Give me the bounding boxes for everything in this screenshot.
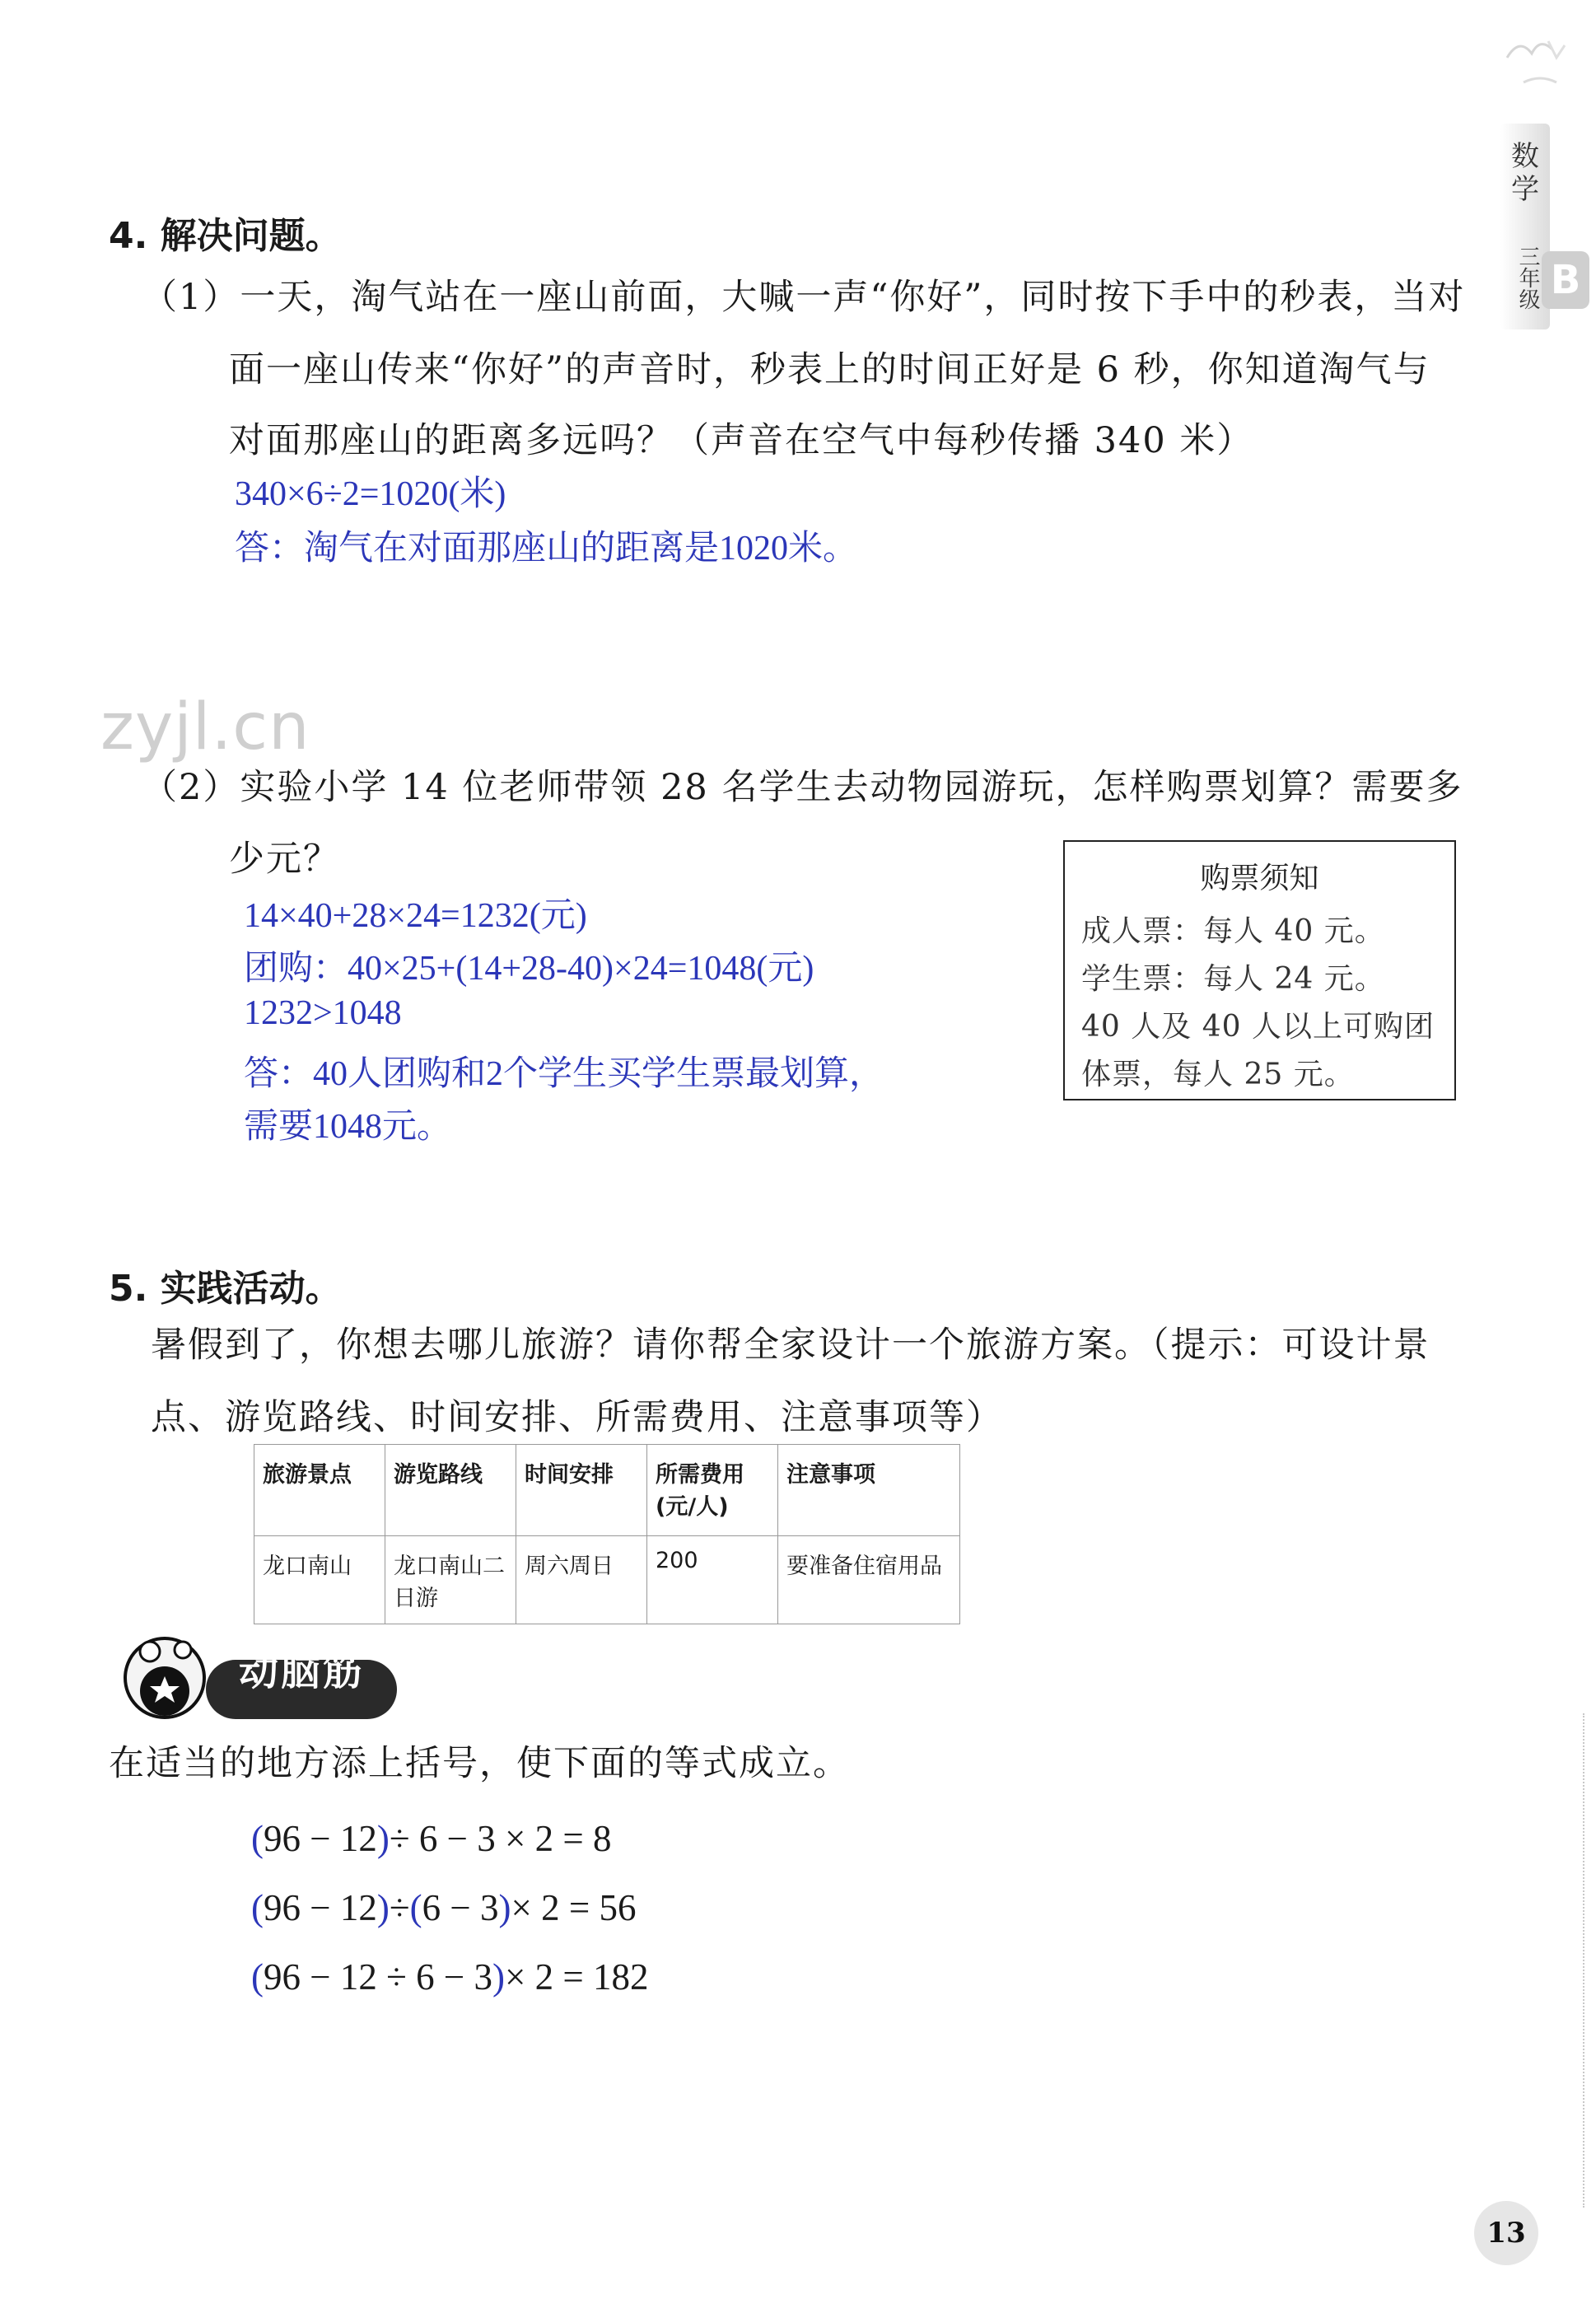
side-grade: 三年级 (1515, 245, 1540, 310)
table-cell: 龙口南山二 日游 (385, 1536, 516, 1624)
volume-badge: B (1542, 251, 1589, 309)
decorative-sketch-icon (1491, 25, 1581, 103)
q4-p1-line-3: 对面那座山的距离多远吗？（声音在空气中每秒传播 340 米） (229, 420, 1254, 461)
table-header-cell: 注意事项 (778, 1445, 960, 1536)
equation-1 (251, 1817, 611, 1860)
q4-p2-line-2: 少元？ (229, 839, 340, 880)
ticket-notice-line: 学生票：每人 24 元。 (1081, 962, 1385, 996)
paren-close: ) (492, 1956, 505, 1998)
watermark: zyjl.cn (100, 690, 310, 764)
table-header-cell: 时间安排 (516, 1445, 647, 1536)
q4-p2-answer-line-3: 1232>1048 (244, 994, 402, 1032)
table-header-cell: 旅游景点 (254, 1445, 385, 1536)
table-cell: 周六周日 (516, 1536, 647, 1624)
table-header-cell: 所需费用 (元/人) (647, 1445, 778, 1536)
q4-p1-answer-calc: 340×6÷2=1020(米) (235, 475, 506, 513)
equation-part: 96 − 12 (264, 1818, 377, 1859)
q4-p1-line-1: （1）一天，淘气站在一座山前面，大喊一声“你好”，同时按下手中的秒表，当对 (142, 277, 1466, 318)
ticket-notice-title: 购票须知 (1200, 862, 1319, 895)
paren-close: ) (376, 1818, 390, 1859)
equation-part: 96 − 12 ÷ 6 − 3 (264, 1956, 492, 1998)
table-header-cell: 游览路线 (385, 1445, 516, 1536)
q4-p1-answer-text: 答：淘气在对面那座山的距离是1020米。 (235, 530, 858, 568)
q4-p2-answer-line-4: 答：40人团购和2个学生买学生票最划算， (244, 1055, 884, 1093)
equation-part: × 2 = 56 (511, 1887, 637, 1928)
paren-open: ( (251, 1887, 264, 1928)
table-row (254, 1536, 960, 1624)
equation-part: ÷ 6 − 3 × 2 = 8 (389, 1818, 612, 1859)
paren-close: ) (376, 1887, 390, 1928)
margin-dotted-line (1583, 1713, 1584, 2208)
q5-line-2: 点、游览路线、时间安排、所需费用、注意事项等） (151, 1397, 1003, 1438)
q4-p2-answer-line-5: 需要1048元。 (244, 1108, 452, 1146)
table-cell: 龙口南山 (254, 1536, 385, 1624)
side-subject: 数学 (1511, 140, 1539, 206)
travel-plan-table (254, 1444, 960, 1624)
ticket-notice-line: 成人票：每人 40 元。 (1081, 914, 1385, 948)
paren-open: ( (251, 1818, 264, 1859)
equation-part: × 2 = 182 (504, 1956, 649, 1998)
q4-p1-line-2: 面一座山传来“你好”的声音时，秒表上的时间正好是 6 秒，你知道淘气与 (229, 349, 1430, 390)
q4-p2-line-1: （2）实验小学 14 位老师带领 28 名学生去动物园游玩，怎样购票划算？需要多 (142, 767, 1463, 808)
q5-title: 5. 实践活动。 (109, 1268, 342, 1310)
q5-line-1: 暑假到了，你想去哪儿旅游？请你帮全家设计一个旅游方案。（提示：可设计景 (151, 1325, 1430, 1366)
equation-3 (251, 1956, 648, 1998)
ticket-notice-line: 40 人及 40 人以上可购团 (1081, 1010, 1435, 1044)
equation-2 (251, 1886, 637, 1929)
ticket-notice-box (1063, 840, 1456, 1100)
page-number: 13 (1474, 2201, 1538, 2265)
q4-p2-answer-line-1: 14×40+28×24=1232(元) (244, 897, 587, 935)
brain-teaser-label: 动脑筋 (239, 1648, 366, 1694)
equation-part: 96 − 12 (264, 1887, 377, 1928)
paren-close: ) (498, 1887, 511, 1928)
table-header-row (254, 1445, 960, 1536)
q4-p2-answer-line-2: 团购：40×25+(14+28-40)×24=1048(元) (244, 950, 814, 988)
paren-open: ( (251, 1956, 264, 1998)
table-cell: 200 (647, 1536, 778, 1624)
table-cell: 要准备住宿用品 (778, 1536, 960, 1624)
ticket-notice-line: 体票，每人 25 元。 (1081, 1058, 1355, 1091)
paren-open: ( (409, 1887, 422, 1928)
q4-title: 4. 解决问题。 (109, 215, 342, 257)
brain-prompt: 在适当的地方添上括号，使下面的等式成立。 (109, 1743, 850, 1784)
equation-part: 6 − 3 (422, 1887, 499, 1928)
equation-part: ÷ (389, 1887, 410, 1928)
